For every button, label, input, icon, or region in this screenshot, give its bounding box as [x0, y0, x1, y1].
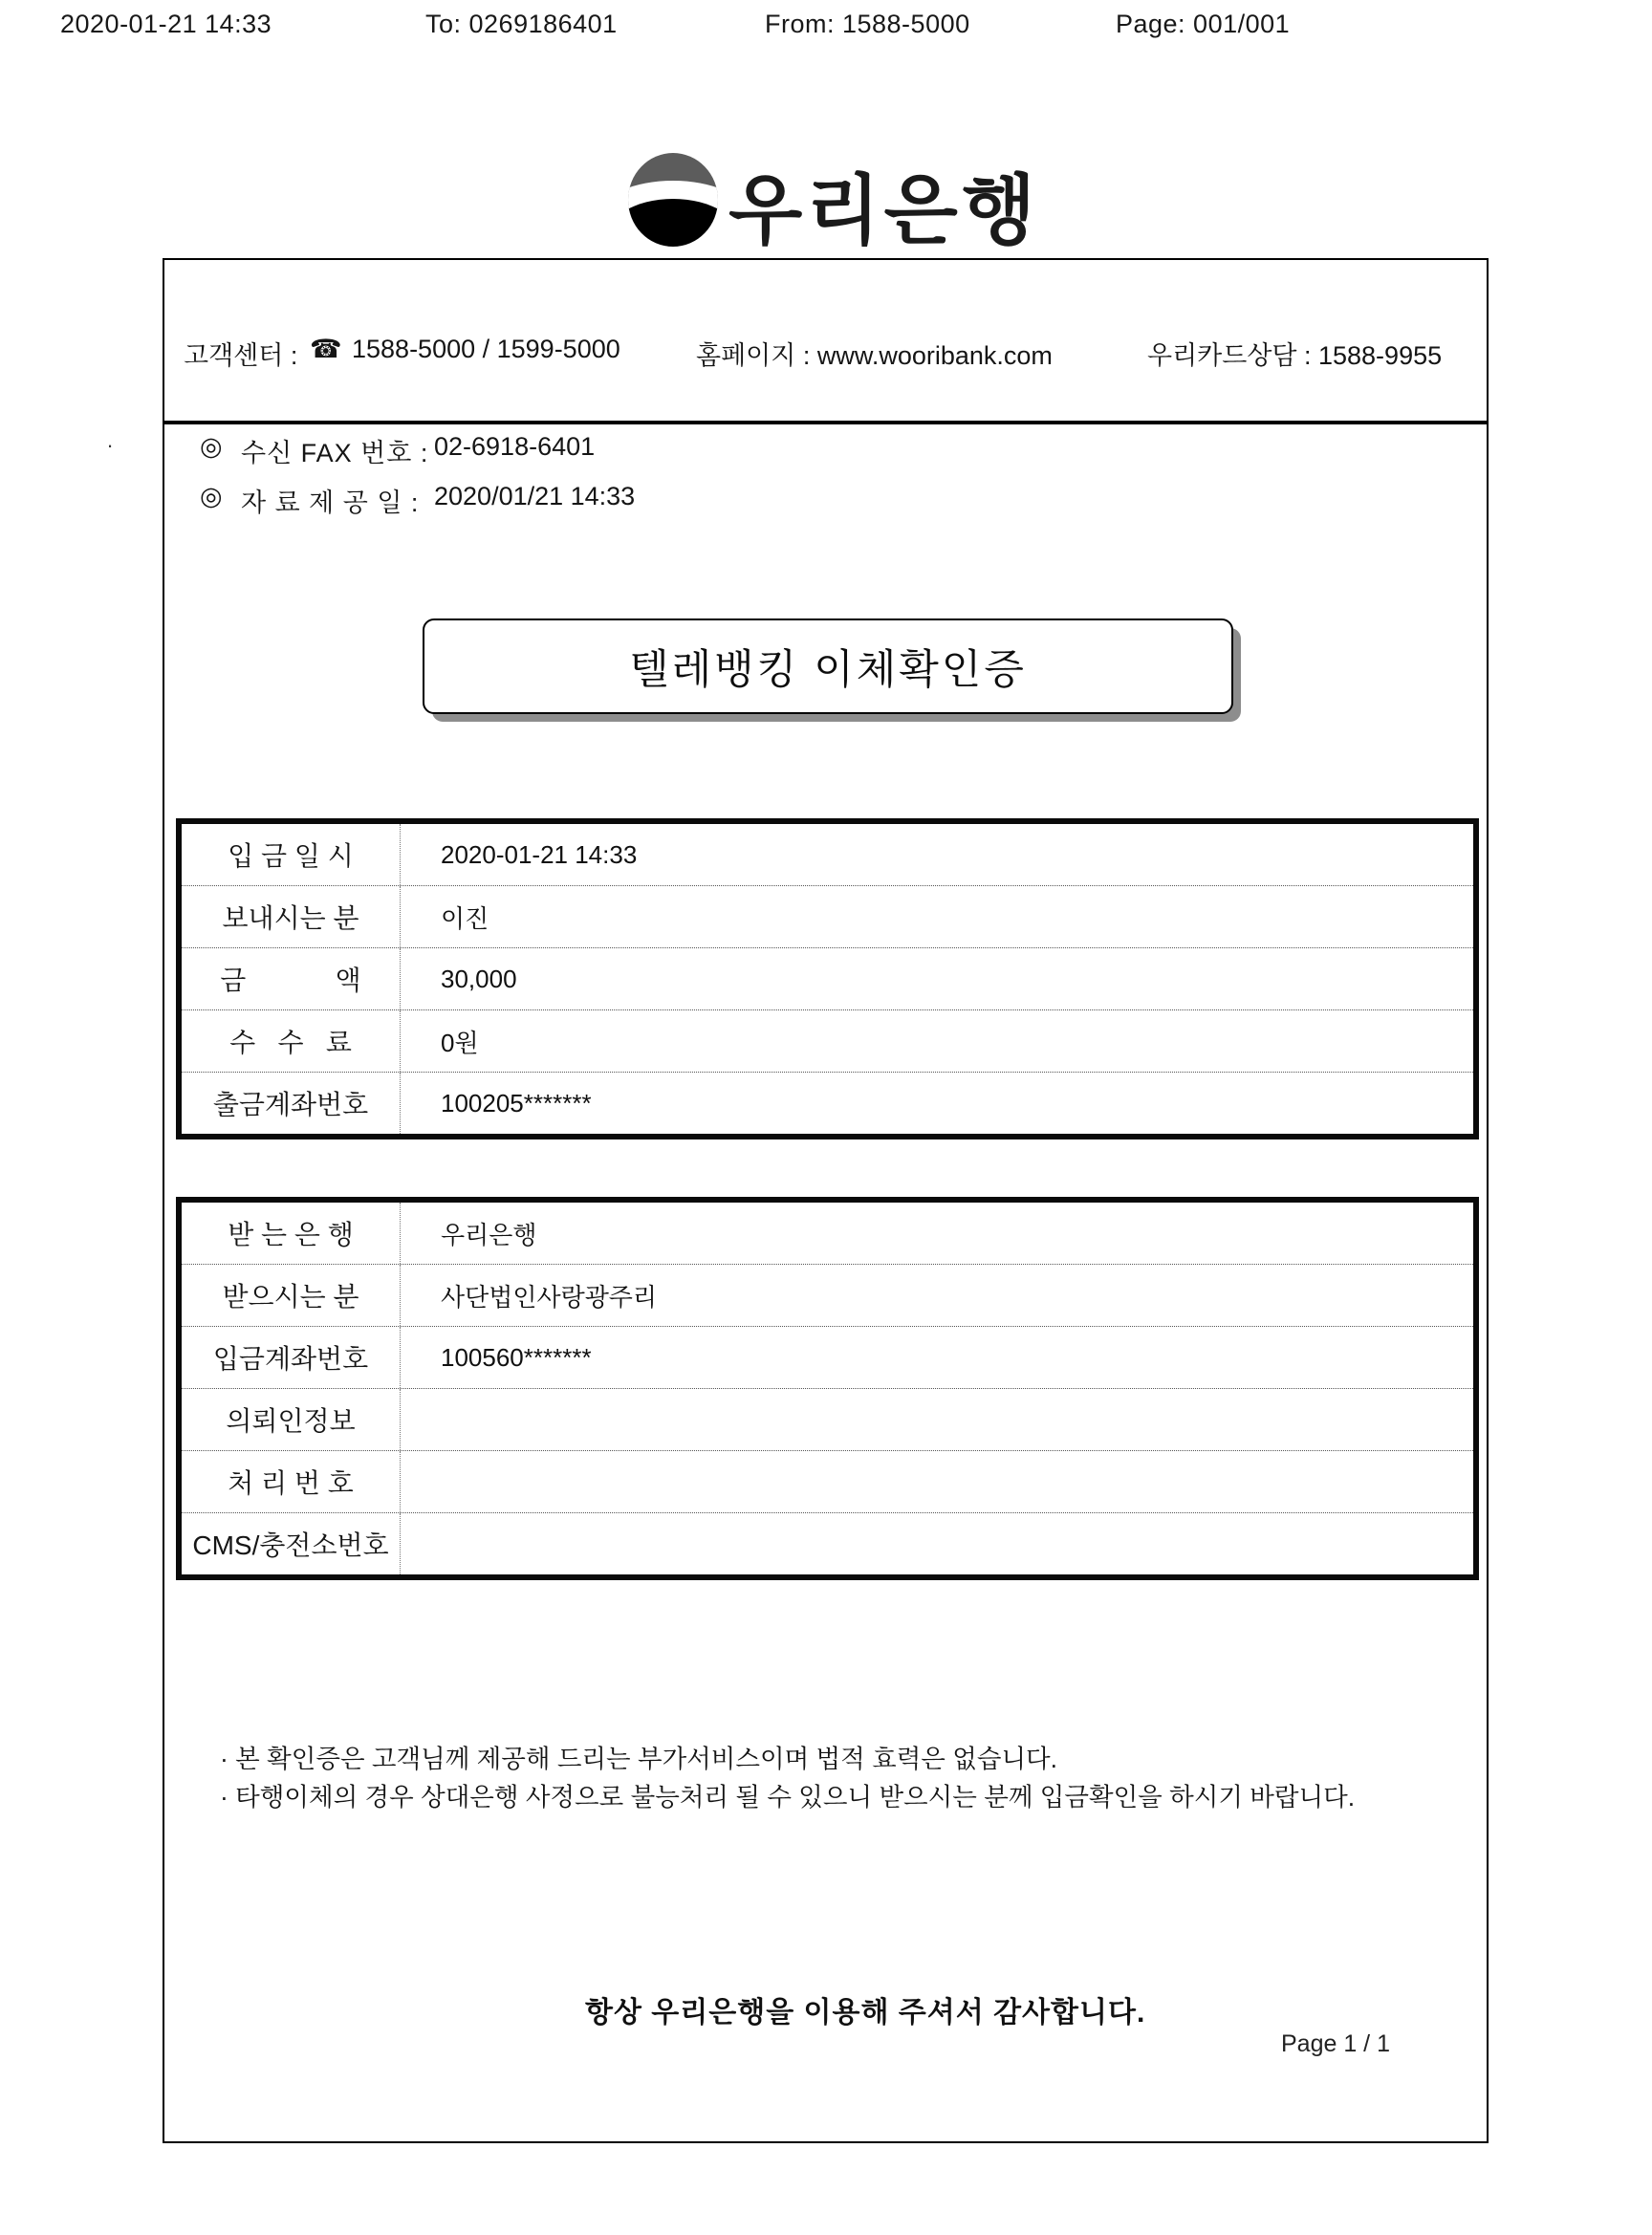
row-label: 출금계좌번호: [182, 1073, 401, 1134]
page-title: 텔레뱅킹 이체확인증: [629, 646, 1027, 693]
row-label: 받 는 은 행: [182, 1203, 401, 1264]
page-number: Page 1 / 1: [1281, 2030, 1390, 2057]
note-line: · 본 확인증은 고객님께 제공해 드리는 부가서비스이며 법적 효력은 없습니다.: [220, 1745, 1058, 1773]
row-label: 받으시는 분: [182, 1265, 401, 1326]
phone-icon: ☎: [310, 335, 342, 363]
customer-center-numbers: 1588-5000 / 1599-5000: [352, 335, 620, 363]
row-label: 입금계좌번호: [182, 1327, 401, 1388]
disclaimer-notes: [220, 1740, 1355, 1816]
deposit-info-table: [176, 818, 1479, 1139]
row-label: 입 금 일 시: [182, 824, 401, 885]
header-separator-line: [164, 421, 1487, 424]
table-row: [182, 1072, 1473, 1134]
row-value: 30,000: [441, 964, 517, 993]
table-row: [182, 1009, 1473, 1072]
fax-page: Page: 001/001: [1116, 10, 1291, 38]
row-value: 0원: [441, 1028, 479, 1057]
row-value: 이진: [441, 903, 489, 933]
table-row: [182, 1203, 1473, 1264]
double-circle-bullet: ◎: [200, 482, 223, 510]
customer-center-label: 고객센터 :: [184, 341, 298, 370]
document-title-box: [423, 618, 1233, 714]
row-label: 처 리 번 호: [182, 1451, 401, 1512]
row-value: 2020-01-21 14:33: [441, 839, 638, 869]
logo-dark-dome: [628, 199, 718, 247]
scan-artifact-dot: .: [107, 428, 114, 452]
row-value: [401, 1389, 1473, 1450]
table-row: [182, 885, 1473, 947]
row-label: 수 수 료: [182, 1010, 401, 1072]
fax-from: From: 1588-5000: [765, 10, 970, 38]
row-value: 우리은행: [441, 1220, 537, 1249]
table-row: [182, 824, 1473, 885]
recipient-info-table: [176, 1197, 1479, 1580]
woori-logo-icon: [628, 153, 718, 247]
homepage-label: 홈페이지 : www.wooribank.com: [696, 341, 1053, 370]
row-value: 100205*******: [441, 1088, 592, 1118]
fax-datetime: 2020-01-21 14:33: [60, 10, 272, 38]
table-row: [182, 1264, 1473, 1326]
double-circle-bullet: ◎: [200, 432, 223, 461]
document-frame: [163, 258, 1489, 2143]
row-label: CMS/충전소번호: [182, 1513, 401, 1574]
row-value: 사단법인사랑광주리: [441, 1282, 658, 1312]
table-row: [182, 947, 1473, 1009]
card-support-label: 우리카드상담 : 1588-9955: [1147, 341, 1443, 370]
row-label: 보내시는 분: [182, 886, 401, 947]
provided-date-value: 2020/01/21 14:33: [434, 482, 636, 510]
row-label: 금 액: [182, 948, 401, 1009]
recv-fax-value: 02-6918-6401: [434, 432, 596, 461]
table-row: [182, 1326, 1473, 1388]
provided-date-label: 자 료 제 공 일 :: [241, 488, 420, 517]
note-line: · 타행이체의 경우 상대은행 사정으로 불능처리 될 수 있으니 받으시는 분께 입금확인을 하시기 바랍니다.: [220, 1783, 1356, 1812]
row-value: [401, 1451, 1473, 1512]
table-row: [182, 1512, 1473, 1574]
recv-fax-label: 수신 FAX 번호 :: [241, 439, 429, 467]
row-value: [401, 1513, 1473, 1574]
fax-to: To: 0269186401: [425, 10, 618, 38]
row-label: 의뢰인정보: [182, 1389, 401, 1450]
table-row: [182, 1388, 1473, 1450]
thanks-message: 항상 우리은행을 이용해 주셔서 감사합니다.: [585, 1997, 1146, 2029]
table-row: [182, 1450, 1473, 1512]
row-value: 100560*******: [441, 1342, 592, 1372]
bank-name: 우리은행: [728, 168, 1040, 253]
